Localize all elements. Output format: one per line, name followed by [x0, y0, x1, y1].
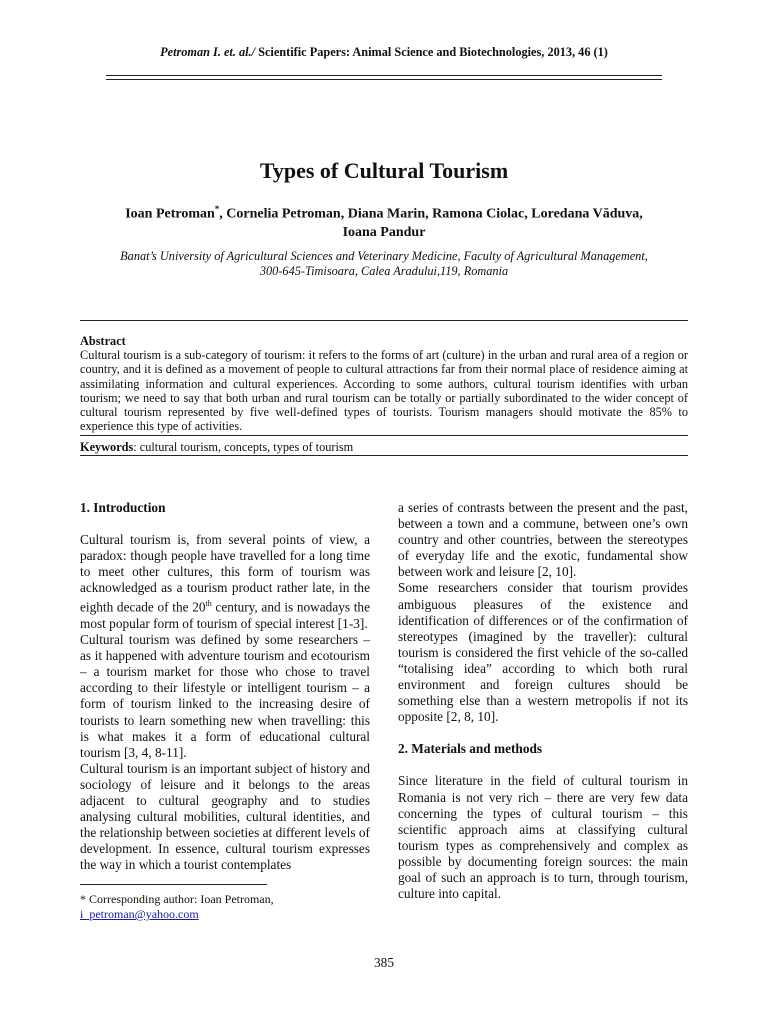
running-header [80, 45, 688, 60]
affiliation-line2: 300-645-Timisoara, Calea Aradului,119, Romania [259, 264, 509, 278]
right-column [398, 500, 688, 902]
footnote-text: * Corresponding author: Ioan Petroman, [80, 892, 274, 906]
keywords-rule-bottom [80, 455, 688, 456]
author-list [80, 200, 688, 242]
keywords-rule-top [80, 435, 688, 436]
corresponding-author-mark: * [214, 204, 220, 214]
paper-title: Types of Cultural Tourism [259, 158, 509, 183]
abstract-rule-top [80, 320, 688, 321]
abstract-heading: Abstract [80, 334, 126, 348]
running-header-journal: Scientific Papers: Animal Science and Biotechnologies, 2013, 46 (1) [255, 45, 608, 59]
header-rule-bottom [106, 79, 662, 80]
left-column [80, 500, 370, 873]
header-rule-top [106, 75, 662, 76]
footnote [80, 892, 380, 922]
affiliation [80, 249, 688, 279]
abstract-text: Cultural tourism is a sub-category of tourism: it refers to the forms of art (culture) in the urban and rural area of a region or country, and it is defined as a movement of people to cultural attractions far from their normal place of residence aiming at assimilating information and cultural experiences. According to some authors, cultural tourism identifies with urban tourism; we need to say that both urban and rural tourism can be totally or partially subordinated to the wider concept of cultural tourism represented by five well-defined types of tourists. Tourism managers should motivate the 85% to experience this type of activities. [80, 348, 688, 434]
right-paragraph-1: a series of contrasts between the present and the past, between a town and a commune, between one’s own country and other countries, between the stereotypes of everyday life and the exotic, fundamental show between work and leisure [2, 10]. [398, 500, 688, 580]
other-authors-line2: Ioana Pandur [342, 224, 426, 240]
footnote-rule [80, 884, 267, 885]
other-authors-line1: , Cornelia Petroman, Diana Marin, Ramona Ciolac, Loredana Văduva, [219, 206, 643, 222]
intro-paragraph-1: Cultural tourism is, from several points of view, a paradox: though people have travelled for a long time to meet other cultures, this form of tourism was acknowledged as a tourism product rather late, in the eighth decade of the 20th century, and is nowadays the most popular form of tourism of special interest [1-3]. [80, 532, 370, 631]
running-header-authors: Petroman I. et. al./ [160, 45, 256, 59]
introduction-heading: 1. Introduction [80, 500, 166, 515]
right-paragraph-2: Some researchers consider that tourism provides ambiguous pleasures of the existence and identification of differences or of the confirmation of stereotypes (imagined by the traveller): cultural tourism is considered the first vehicle of the so-called “totalising idea” according to which both rural environment and foreign cultures should be something else than a western metropolis if not its opposite [2, 8, 10]. [398, 580, 688, 725]
affiliation-line1: Banat’s University of Agricultural Sciences and Veterinary Medicine, Faculty of Agricultural Management, [120, 249, 648, 263]
intro-paragraph-2: Cultural tourism was defined by some researchers – as it happened with adventure tourism and ecotourism – a tourism market for those who chose to travel according to their lifestyle or intelligent tourism – a form of tourism linked to the increasing desire of tourists to learn something new when travelling: this is what makes it a form of educational cultural tourism [3, 4, 8-11]. [80, 632, 370, 760]
corresponding-email-link[interactable]: i_petroman@yahoo.com [80, 907, 199, 921]
keywords [80, 440, 688, 455]
first-author: Ioan Petroman [125, 206, 215, 222]
keywords-text: : cultural tourism, concepts, types of tourism [133, 440, 354, 454]
page-number: 385 [374, 955, 394, 970]
methods-heading: 2. Materials and methods [398, 741, 543, 757]
intro-paragraph-3: Cultural tourism is an important subject of history and sociology of leisure and it belongs to the areas adjacent to cultural geography and to studies analysing cultural mobilities, cultural identities, and the relationship between societies at different levels of development. In essence, cultural tourism expresses the way in which a tourist contemplates [80, 760, 370, 873]
methods-paragraph-1: Since literature in the field of cultural tourism in Romania is not very rich – there are very few data concerning the types of cultural tourism – this scientific approach aims at classifying cultural tourism types as comprehensively and complex as possible by documenting foreign sources: the main goal of such an approach is to turn, through tourism, culture into capital. [398, 773, 688, 902]
keywords-label: Keywords [80, 440, 134, 454]
